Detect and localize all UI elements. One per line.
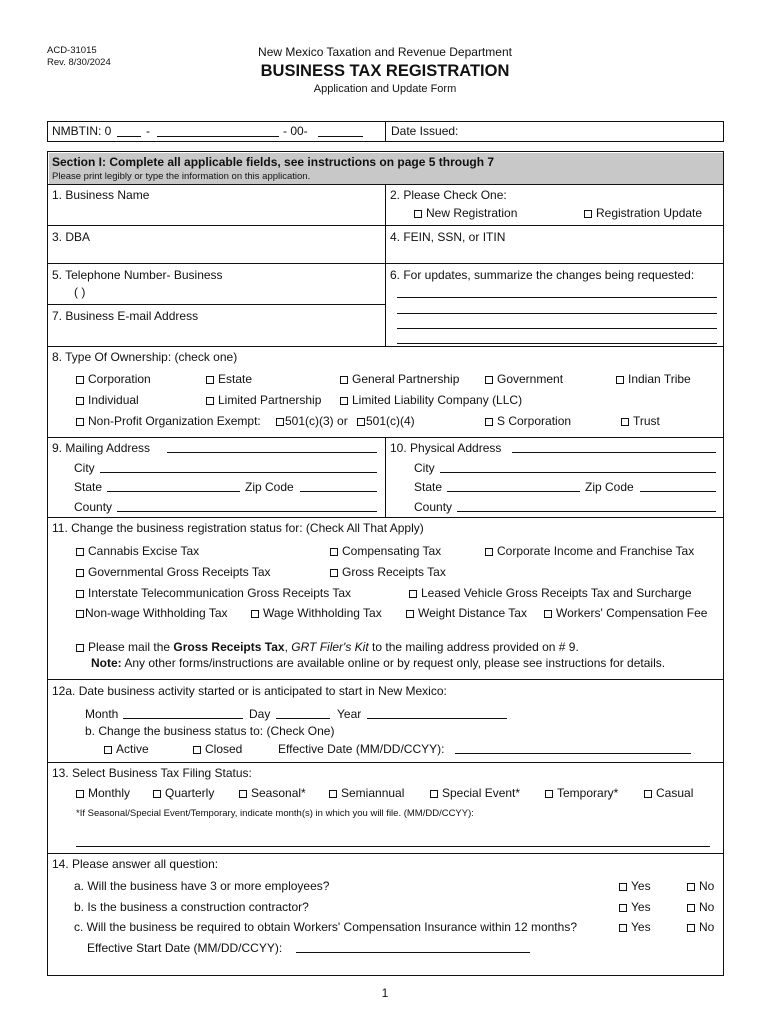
checkbox[interactable] (619, 904, 627, 912)
tax-compensating[interactable] (330, 544, 441, 558)
option-label: Interstate Telecommunication Gross Receipts Tax (88, 586, 352, 600)
updates-summary-line-2[interactable] (397, 313, 717, 314)
physical-zip-field[interactable] (640, 491, 716, 492)
checkbox[interactable] (330, 548, 338, 556)
option-label: Gross Receipts Tax (342, 565, 446, 579)
mailing-state-field[interactable] (107, 491, 240, 492)
effective-start-label: Effective Start Date (MM/DD/CCYY): (87, 941, 283, 955)
date-issued-label: Date Issued: (391, 124, 459, 138)
option-label: 501(c)(3) or (285, 414, 348, 428)
filing-note: *If Seasonal/Special Event/Temporary, indicate month(s) in which you will file. (MM/DD/CCYY): (76, 808, 474, 819)
grt-bold-text: Gross Receipts Tax (173, 640, 285, 654)
option-label: General Partnership (352, 372, 460, 386)
checkbox[interactable] (544, 610, 552, 618)
physical-city-field[interactable] (440, 472, 716, 473)
ownership-individual[interactable] (76, 393, 139, 407)
checkbox[interactable] (76, 644, 84, 652)
column-divider (385, 437, 386, 517)
change-status-label: b. Change the business status to: (Check One) (85, 724, 335, 738)
nmbtin-dash-2: - 00- (283, 124, 308, 138)
rule (47, 679, 724, 680)
option-label: Individual (88, 393, 139, 407)
year-field[interactable] (367, 718, 507, 719)
tax-workers-comp[interactable] (544, 606, 707, 620)
status-closed[interactable] (193, 742, 242, 756)
option-label: Quarterly (165, 786, 215, 800)
checkbox[interactable] (76, 376, 84, 384)
question-b-no[interactable] (687, 900, 714, 914)
option-label: S Corporation (497, 414, 572, 428)
checkbox[interactable] (76, 569, 84, 577)
new-registration-option[interactable] (414, 206, 517, 220)
option-label: Weight Distance Tax (418, 606, 527, 620)
check-one-label: 2. Please Check One: (390, 188, 507, 202)
mailing-zip-field[interactable] (300, 491, 377, 492)
mailing-address-label: 9. Mailing Address (52, 441, 151, 455)
option-label: Government (497, 372, 564, 386)
start-date-label: 12a. Date business activity started or is anticipated to start in New Mexico: (52, 684, 447, 698)
checkbox[interactable] (619, 924, 627, 932)
checkbox[interactable] (619, 883, 627, 891)
checkbox[interactable] (357, 418, 365, 426)
question-b-yes[interactable] (619, 900, 651, 914)
day-field[interactable] (276, 718, 330, 719)
tax-gross-receipts[interactable] (330, 565, 446, 579)
physical-address-field[interactable] (512, 452, 716, 453)
option-label: Governmental Gross Receipts Tax (88, 565, 271, 579)
nmbtin-field-1[interactable] (117, 136, 141, 137)
rule (47, 762, 724, 763)
ownership-corporation[interactable] (76, 372, 151, 386)
checkbox[interactable] (430, 790, 438, 798)
mailing-address-field[interactable] (167, 452, 377, 453)
physical-state-field[interactable] (447, 491, 580, 492)
checkbox[interactable] (76, 418, 84, 426)
question-b: b. Is the business a construction contractor? (74, 900, 309, 914)
option-label: Limited Liability Company (LLC) (352, 393, 523, 407)
question-a: a. Will the business have 3 or more employees? (74, 879, 330, 893)
checkbox[interactable] (485, 418, 493, 426)
filing-semiannual[interactable] (329, 786, 404, 800)
nmbtin-divider (385, 121, 386, 142)
status-active[interactable] (104, 742, 149, 756)
option-label: Yes (631, 879, 651, 893)
checkbox[interactable] (276, 418, 284, 426)
ownership-label: 8. Type Of Ownership: (check one) (52, 350, 238, 364)
option-label: Limited Partnership (218, 393, 322, 407)
physical-state-label: State (414, 480, 443, 494)
option-label: No (699, 900, 715, 914)
mailing-county-field[interactable] (117, 511, 377, 512)
option-label: Estate (218, 372, 253, 386)
checkbox[interactable] (687, 924, 695, 932)
mailing-city-label: City (74, 461, 95, 475)
physical-zip-label: Zip Code (585, 480, 634, 494)
telephone-area-code[interactable]: ( ) (74, 285, 86, 299)
comma-text: , (284, 640, 288, 654)
option-label: Please mail the (88, 640, 171, 654)
filing-monthly[interactable] (76, 786, 130, 800)
checkbox[interactable] (414, 210, 422, 218)
option-label: Workers' Compensation Fee (556, 606, 708, 620)
updates-summary-line-3[interactable] (397, 328, 717, 329)
checkbox[interactable] (644, 790, 652, 798)
filing-quarterly[interactable] (153, 786, 214, 800)
ownership-llc[interactable] (340, 393, 522, 407)
checkbox[interactable] (104, 746, 112, 754)
option-label: Registration Update (596, 206, 703, 220)
ownership-trust[interactable] (621, 414, 660, 428)
checkbox[interactable] (153, 790, 161, 798)
tax-wage-withholding[interactable] (251, 606, 382, 620)
checkbox[interactable] (206, 397, 214, 405)
physical-city-label: City (414, 461, 435, 475)
option-label: Yes (631, 900, 651, 914)
filing-special-event[interactable] (430, 786, 520, 800)
column-divider (385, 184, 386, 346)
question-a-yes[interactable] (619, 879, 651, 893)
checkbox[interactable] (409, 590, 417, 598)
telephone-label: 5. Telephone Number- Business (52, 268, 223, 282)
filing-status-label: 13. Select Business Tax Filing Status: (52, 766, 252, 780)
status-change-label: 11. Change the business registration status for: (Check All That Apply) (52, 521, 424, 535)
option-label: Cannabis Excise Tax (88, 544, 200, 558)
checkbox[interactable] (545, 790, 553, 798)
ownership-nonprofit[interactable] (76, 414, 261, 428)
option-label: 501(c)(4) (366, 414, 415, 428)
month-field[interactable] (123, 718, 243, 719)
ownership-501c3[interactable] (276, 414, 348, 428)
checkbox[interactable] (406, 610, 414, 618)
option-label: New Registration (426, 206, 518, 220)
rule (47, 263, 724, 264)
tax-weight-distance[interactable] (406, 606, 527, 620)
tax-leased-vehicle[interactable] (409, 586, 692, 600)
checkbox[interactable] (340, 376, 348, 384)
option-label: Temporary* (557, 786, 619, 800)
checkbox[interactable] (330, 569, 338, 577)
option-label: Corporation (88, 372, 151, 386)
note-bold: Note: (91, 656, 122, 670)
checkbox[interactable] (687, 904, 695, 912)
updates-summary-label: 6. For updates, summarize the changes being requested: (390, 268, 695, 282)
checkbox[interactable] (239, 790, 247, 798)
option-label: Corporate Income and Franchise Tax (497, 544, 695, 558)
form-title: BUSINESS TAX REGISTRATION (260, 62, 510, 80)
filing-casual[interactable] (644, 786, 693, 800)
ownership-indian-tribe[interactable] (616, 372, 691, 386)
tax-corporate[interactable] (485, 544, 694, 558)
option-label: Non-Profit Organization Exempt: (88, 414, 261, 428)
tax-interstate-telecom[interactable] (76, 586, 351, 600)
ownership-limited-partnership[interactable] (206, 393, 321, 407)
checkbox[interactable] (687, 883, 695, 891)
option-label: Casual (656, 786, 694, 800)
mailing-county-label: County (74, 500, 113, 514)
email-label: 7. Business E-mail Address (52, 309, 199, 323)
grt-kit-italic-text: GRT Filer's Kit (291, 640, 369, 654)
physical-county-label: County (414, 500, 453, 514)
mailing-city-field[interactable] (100, 472, 377, 473)
checkbox[interactable] (76, 590, 84, 598)
option-label: Yes (631, 920, 651, 934)
question-c: c. Will the business be required to obtain Workers' Compensation Insurance within 12 months? (74, 920, 577, 934)
rule (47, 304, 385, 305)
checkbox[interactable] (251, 610, 259, 618)
checkbox[interactable] (76, 610, 84, 618)
checkbox[interactable] (193, 746, 201, 754)
option-label: Wage Withholding Tax (263, 606, 382, 620)
nmbtin-dash-1: - (146, 124, 150, 138)
effective-start-field[interactable] (296, 952, 530, 953)
checkbox[interactable] (76, 397, 84, 405)
checkbox[interactable] (329, 790, 337, 798)
checkbox[interactable] (584, 210, 592, 218)
effective-date-label: Effective Date (MM/DD/CCYY): (278, 742, 445, 756)
ownership-estate[interactable] (206, 372, 252, 386)
question-c-no[interactable] (687, 920, 714, 934)
fein-label: 4. FEIN, SSN, or ITIN (390, 230, 506, 244)
registration-update-option[interactable] (584, 206, 702, 220)
business-name-label: 1. Business Name (52, 188, 150, 202)
tax-cannabis[interactable] (76, 544, 199, 558)
option-label: Indian Tribe (628, 372, 691, 386)
option-label: Semiannual (341, 786, 405, 800)
nmbtin-label: NMBTIN: 0 (52, 124, 112, 138)
updates-summary-line-1[interactable] (397, 297, 717, 298)
effective-date-field[interactable] (455, 753, 691, 754)
ownership-501c4[interactable] (357, 414, 415, 428)
day-label: Day (249, 707, 271, 721)
page-number: 1 (381, 986, 389, 1000)
checkbox[interactable] (340, 397, 348, 405)
month-label: Month (85, 707, 119, 721)
form-subtitle: Application and Update Form (313, 83, 457, 95)
updates-summary-line-4[interactable] (397, 343, 717, 344)
department-name: New Mexico Taxation and Revenue Department (258, 45, 512, 59)
checkbox[interactable] (76, 790, 84, 798)
tax-nonwage-withholding[interactable] (76, 606, 228, 620)
option-label: Compensating Tax (342, 544, 442, 558)
option-label: Active (116, 742, 149, 756)
option-label: Monthly (88, 786, 131, 800)
option-label: Non-wage Withholding Tax (85, 606, 228, 620)
tax-governmental-gross[interactable] (76, 565, 271, 579)
filing-months-field[interactable] (76, 846, 710, 847)
dba-label: 3. DBA (52, 230, 91, 244)
mailing-state-label: State (74, 480, 103, 494)
checkbox[interactable] (616, 376, 624, 384)
rule (47, 346, 724, 347)
checkbox[interactable] (485, 548, 493, 556)
revision-date: Rev. 8/30/2024 (47, 57, 111, 68)
section-1-note: Please print legibly or type the information on this application. (52, 171, 311, 182)
option-label: Closed (205, 742, 243, 756)
instructions-note (91, 656, 665, 670)
nmbtin-field-3[interactable] (318, 136, 363, 137)
ownership-general-partnership[interactable] (340, 372, 459, 386)
physical-county-field[interactable] (457, 511, 716, 512)
ownership-government[interactable] (485, 372, 563, 386)
rule (47, 225, 724, 226)
nmbtin-field-2[interactable] (157, 136, 279, 137)
ownership-s-corporation[interactable] (485, 414, 571, 428)
question-a-no[interactable] (687, 879, 714, 893)
mail-destination-text: to the mailing address provided on # 9. (372, 640, 579, 654)
checkbox[interactable] (621, 418, 629, 426)
note-text: Any other forms/instructions are available online or by request only, please see instructions for details. (124, 656, 666, 670)
questions-label: 14. Please answer all question: (52, 857, 219, 871)
rule (47, 853, 724, 854)
option-label: No (699, 920, 715, 934)
option-label: No (699, 879, 715, 893)
question-c-yes[interactable] (619, 920, 651, 934)
option-label: Leased Vehicle Gross Receipts Tax and Surcharge (421, 586, 692, 600)
physical-address-label: 10. Physical Address (390, 441, 502, 455)
filing-seasonal[interactable] (239, 786, 306, 800)
mail-grt-kit-option[interactable] (76, 640, 579, 654)
checkbox[interactable] (485, 376, 493, 384)
option-label: Special Event* (442, 786, 521, 800)
mailing-zip-label: Zip Code (245, 480, 294, 494)
checkbox[interactable] (76, 548, 84, 556)
checkbox[interactable] (206, 376, 214, 384)
rule (47, 517, 724, 518)
option-label: Trust (633, 414, 660, 428)
filing-temporary[interactable] (545, 786, 618, 800)
option-label: Seasonal* (251, 786, 306, 800)
form-id: ACD-31015 (47, 45, 97, 56)
year-label: Year (337, 707, 362, 721)
section-1-title: Section I: Complete all applicable fields, see instructions on page 5 through 7 (52, 155, 495, 169)
